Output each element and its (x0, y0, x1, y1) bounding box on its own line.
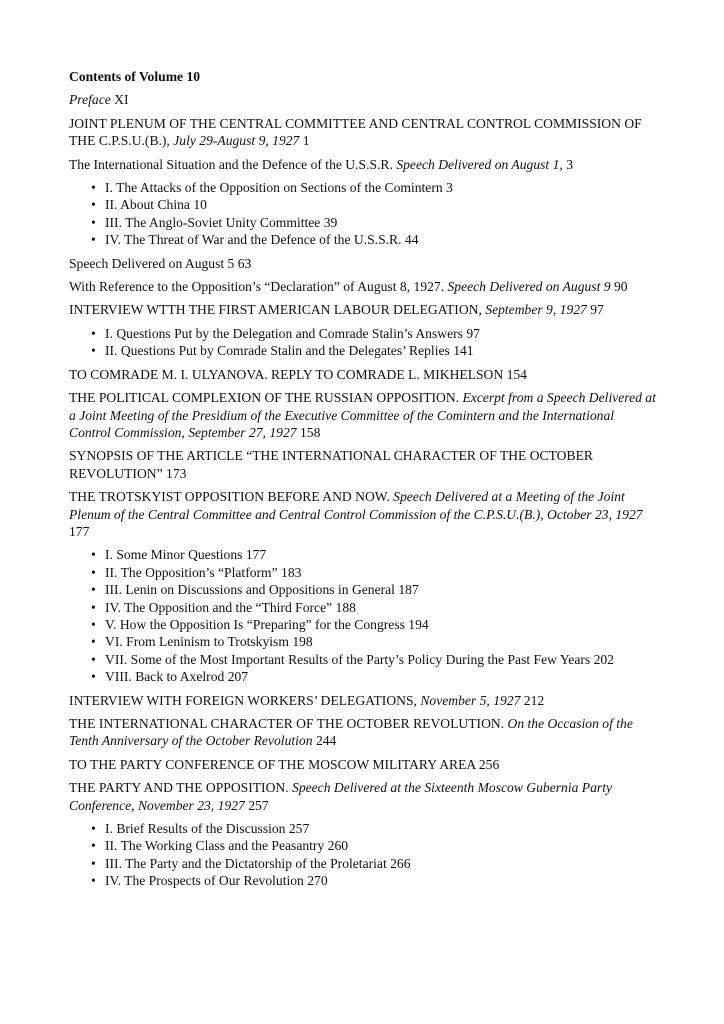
toc-entry-moscow-military-area[interactable]: TO THE PARTY CONFERENCE OF THE MOSCOW MILITARY AREA 256 (69, 756, 500, 772)
toc-subentry[interactable]: • I. Some Minor Questions 177 (91, 547, 267, 563)
bullet-icon: • (91, 616, 96, 632)
bullet-icon: • (91, 180, 96, 196)
bullet-icon: • (91, 343, 96, 359)
toc-entry-trotskyist-opposition[interactable]: THE TROTSKYIST OPPOSITION BEFORE AND NOW. Speech Delivered at a Meeting of the Joint Plenum of the Central Committee and Central Control Commission of the C.P.S.U.(B.), October 23, 1927 177 (69, 489, 643, 539)
toc-subentry[interactable]: • II. Questions Put by Comrade Stalin and the Delegates’ Replies 141 (91, 343, 474, 359)
preface-title: Preface (69, 92, 111, 108)
bullet-icon: • (91, 197, 96, 213)
toc-subentry[interactable]: • VI. From Leninism to Trotskyism 198 (91, 634, 313, 650)
preface-page: XI (114, 92, 129, 108)
toc-subentry[interactable]: • I. Brief Results of the Discussion 257 (91, 821, 310, 837)
toc-subentry[interactable]: • I. Questions Put by the Delegation and Comrade Stalin’s Answers 97 (91, 325, 480, 341)
bullet-icon: • (91, 599, 96, 615)
toc-subentry[interactable]: • III. The Party and the Dictatorship of the Proletariat 266 (91, 855, 411, 871)
bullet-icon: • (91, 821, 96, 837)
subentry-list (69, 179, 659, 249)
toc-subentry[interactable]: • VII. Some of the Most Important Results of the Party’s Policy During the Past Few Years 202 (91, 651, 614, 667)
toc-entry-joint-plenum[interactable]: JOINT PLENUM OF THE CENTRAL COMMITTEE AND CENTRAL CONTROL COMMISSION OF THE C.P.S.U.(B.), July 29-August 9, 1927 1 (69, 115, 642, 149)
bullet-icon: • (91, 873, 96, 889)
toc-subentry[interactable]: • II. The Working Class and the Peasantry 260 (91, 838, 349, 854)
toc-subentry[interactable]: • III. Lenin on Discussions and Oppositions in General 187 (91, 582, 419, 598)
subentry-list (69, 325, 659, 360)
toc-entry-declaration[interactable]: With Reference to the Opposition’s “Declaration” of August 8, 1927. Speech Delivered on August 9 90 (69, 279, 628, 295)
preface-entry[interactable] (69, 91, 659, 108)
toc-subentry[interactable]: • IV. The Prospects of Our Revolution 270 (91, 873, 328, 889)
contents-page (69, 68, 659, 896)
toc-subentry[interactable]: • IV. The Threat of War and the Defence of the U.S.S.R. 44 (91, 232, 419, 248)
bullet-icon: • (91, 634, 96, 650)
toc-subentry[interactable]: • II. About China 10 (91, 197, 207, 213)
bullet-icon: • (91, 651, 96, 667)
toc-subentry[interactable]: • IV. The Opposition and the “Third Force” 188 (91, 599, 356, 615)
bullet-icon: • (91, 325, 96, 341)
toc-entry-american-delegation[interactable]: INTERVIEW WTTH THE FIRST AMERICAN LABOUR DELEGATION, September 9, 1927 97 (69, 302, 604, 318)
bullet-icon: • (91, 564, 96, 580)
bullet-icon: • (91, 547, 96, 563)
toc-subentry[interactable]: • I. The Attacks of the Opposition on Sections of the Comintern 3 (91, 180, 453, 196)
toc-entry-ulyanova[interactable]: TO COMRADE M. I. ULYANOVA. REPLY TO COMRADE L. MIKHELSON 154 (69, 366, 527, 382)
subentry-list (69, 546, 659, 685)
toc-entry-international-character[interactable]: THE INTERNATIONAL CHARACTER OF THE OCTOBER REVOLUTION. On the Occasion of the Tenth Anniversary of the October Revolution 244 (69, 716, 633, 749)
toc-subentry[interactable]: • II. The Opposition’s “Platform” 183 (91, 564, 302, 580)
toc-entry-synopsis[interactable]: SYNOPSIS OF THE ARTICLE “THE INTERNATIONAL CHARACTER OF THE OCTOBER REVOLUTION” 173 (69, 448, 593, 481)
subentry-list (69, 820, 659, 890)
bullet-icon: • (91, 582, 96, 598)
toc-entry-party-and-opposition[interactable]: THE PARTY AND THE OPPOSITION. Speech Delivered at the Sixteenth Moscow Gubernia Party Conference, November 23, 1927 257 (69, 780, 612, 813)
bullet-icon: • (91, 214, 96, 230)
toc-entry-speech-august-5[interactable]: Speech Delivered on August 5 63 (69, 255, 252, 271)
bullet-icon: • (91, 669, 96, 685)
toc-entry-foreign-delegations[interactable]: INTERVIEW WITH FOREIGN WORKERS’ DELEGATIONS, November 5, 1927 212 (69, 692, 545, 708)
bullet-icon: • (91, 232, 96, 248)
toc-subentry[interactable]: • V. How the Opposition Is “Preparing” for the Congress 194 (91, 616, 429, 632)
toc-entry-international-situation[interactable]: The International Situation and the Defence of the U.S.S.R. Speech Delivered on August 1, 3 (69, 156, 573, 172)
toc-subentry[interactable]: • III. The Anglo-Soviet Unity Committee 39 (91, 214, 338, 230)
bullet-icon: • (91, 838, 96, 854)
bullet-icon: • (91, 855, 96, 871)
toc-entry-political-complexion[interactable]: THE POLITICAL COMPLEXION OF THE RUSSIAN OPPOSITION. Excerpt from a Speech Delivered at a Joint Meeting of the Presidium of the Executive Committee of the Comintern and the International Control Commission, September 27, 1927 158 (69, 390, 656, 440)
toc-subentry[interactable]: • VIII. Back to Axelrod 207 (91, 669, 249, 685)
contents-heading: Contents of Volume 10 (69, 69, 201, 84)
